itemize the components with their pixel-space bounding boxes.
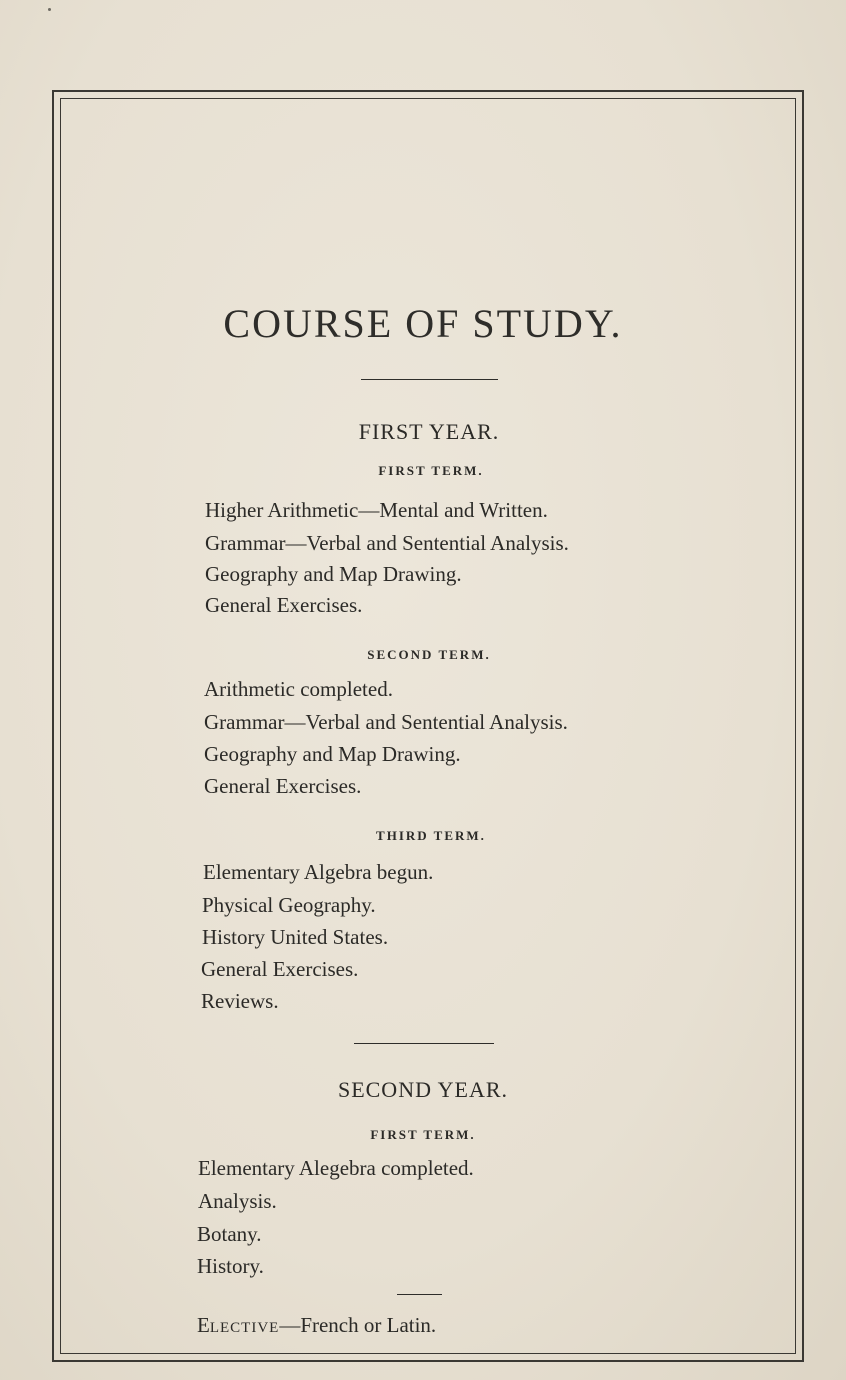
course-item: Higher Arithmetic—Mental and Written. (205, 498, 548, 522)
course-item: Elementary Algebra begun. (203, 860, 434, 884)
course-item: History. (197, 1254, 264, 1278)
first-year-heading: FIRST YEAR. (358, 419, 500, 444)
course-item: General Exercises. (204, 774, 362, 798)
course-item: Grammar—Verbal and Sentential Analysis. (205, 531, 569, 555)
section-rule (354, 1043, 494, 1044)
course-item: Elementary Alegebra completed. (198, 1156, 474, 1180)
course-item: History United States. (202, 925, 389, 949)
short-rule (397, 1294, 442, 1295)
course-item: Reviews. (201, 989, 279, 1013)
page-title: COURSE OF STUDY. (223, 301, 623, 346)
elective-text: —French or Latin. (279, 1313, 437, 1337)
title-rule (361, 379, 498, 380)
course-item: Botany. (197, 1222, 262, 1246)
elective-line (197, 1313, 436, 1338)
course-item: Physical Geography. (202, 893, 376, 917)
first-year-second-term-heading: SECOND TERM. (367, 647, 491, 662)
course-item: Analysis. (198, 1189, 277, 1213)
course-item: Geography and Map Drawing. (204, 742, 461, 766)
ink-speck (48, 8, 51, 11)
first-year-first-term-heading: FIRST TERM. (378, 463, 484, 478)
first-year-third-term-heading: THIRD TERM. (376, 828, 486, 843)
course-item: Geography and Map Drawing. (205, 562, 462, 586)
second-year-first-term-heading: FIRST TERM. (370, 1127, 476, 1142)
course-item: Grammar—Verbal and Sentential Analysis. (204, 710, 568, 734)
course-item: General Exercises. (201, 957, 359, 981)
course-item: Arithmetic completed. (204, 677, 393, 701)
second-year-heading: SECOND YEAR. (337, 1077, 509, 1102)
elective-initial: E (197, 1313, 210, 1337)
course-item: General Exercises. (205, 593, 363, 617)
elective-small-caps: LECTIVE (209, 1320, 280, 1336)
